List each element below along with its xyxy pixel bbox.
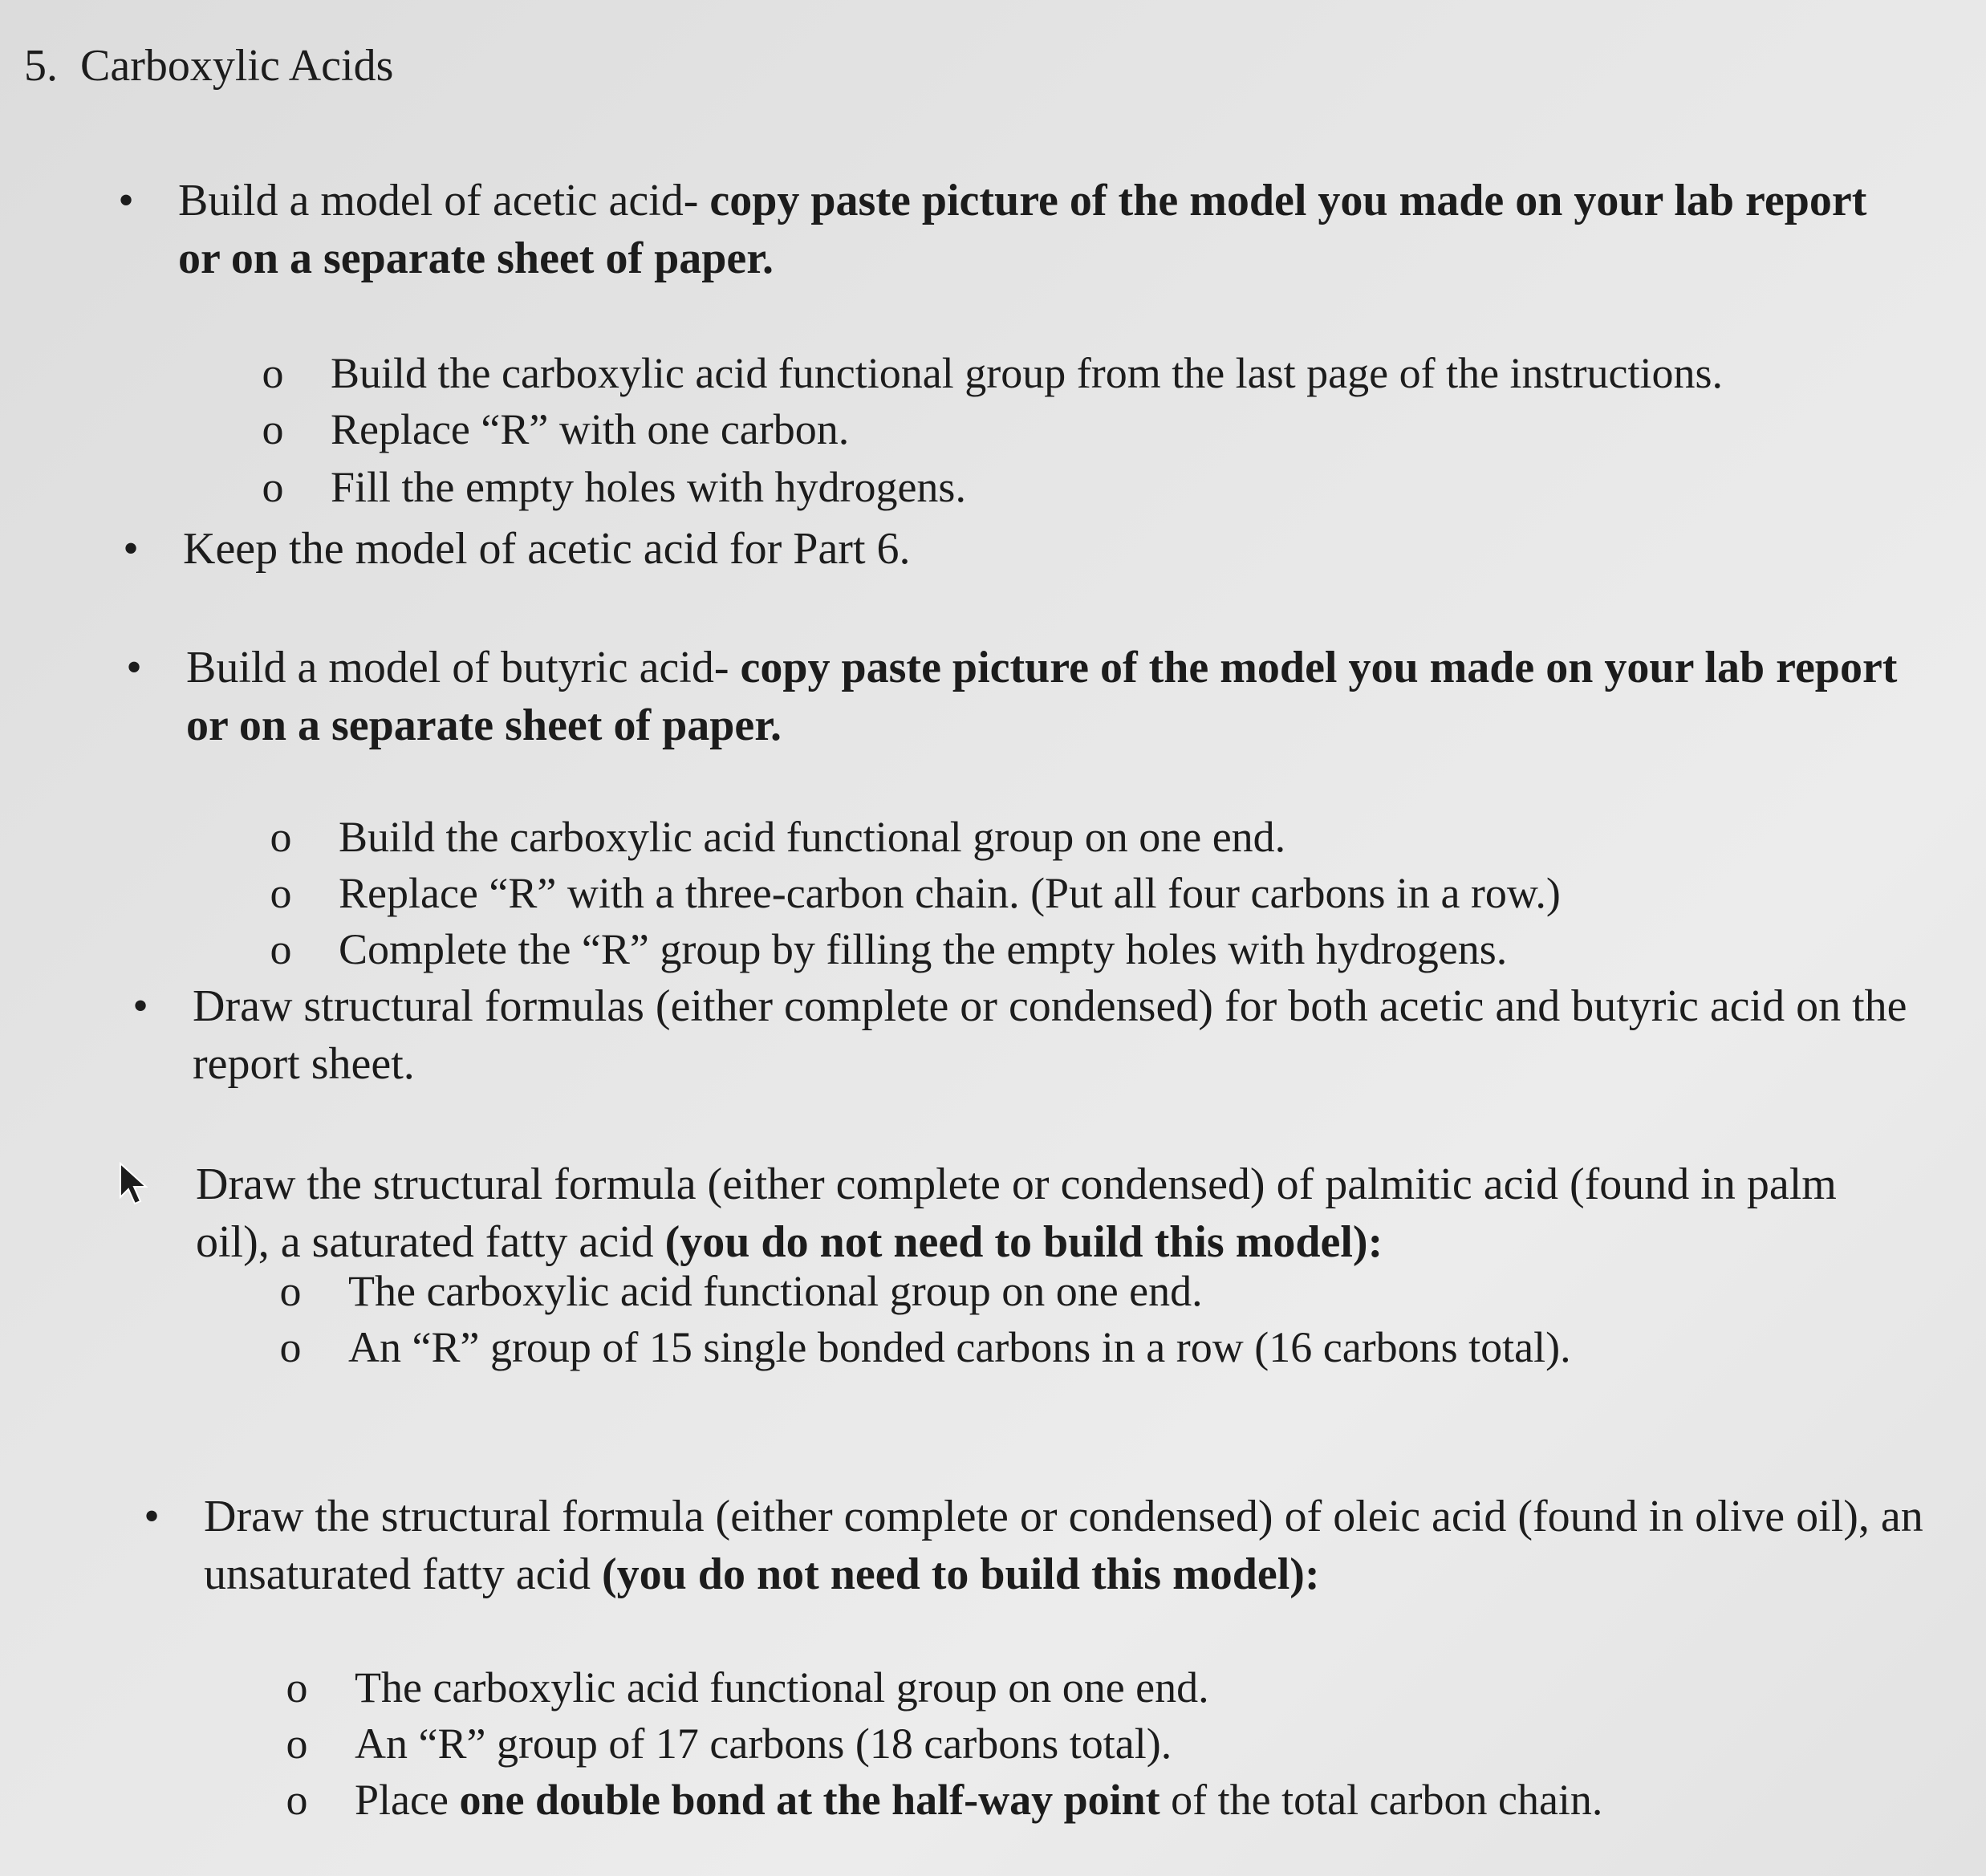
sub-item-acetic-2	[262, 401, 1968, 457]
bullet-draw-palmitic	[196, 1155, 1897, 1271]
sub-marker: o	[279, 1267, 302, 1315]
bullet-keep-acetic	[123, 520, 1916, 578]
bullet-text: Draw the structural formula (either complete or condensed) of palmitic acid (found in palm oil), a saturated fatty acid	[196, 1159, 1837, 1267]
sub-item-palmitic-1	[279, 1263, 1905, 1319]
sub-text-pre: Place	[355, 1776, 460, 1824]
sub-item-butyric-3	[270, 921, 1976, 977]
sub-item-oleic-2	[286, 1716, 1911, 1772]
bullet-text: Draw structural formulas (either complete or condensed) for both acetic and butyric acid on the report sheet.	[193, 981, 1907, 1089]
sub-item-oleic-1	[286, 1659, 1911, 1716]
sub-marker: o	[286, 1776, 308, 1824]
sub-item-acetic-3	[262, 459, 1968, 515]
bullet-bold-text: (you do not need to build this model):	[664, 1217, 1383, 1267]
sub-text: Complete the “R” group by filling the empty holes with hydrogens.	[339, 925, 1508, 973]
sub-text: Fill the empty holes with hydrogens.	[331, 463, 966, 511]
sub-text: Replace “R” with a three-carbon chain. (Put all four carbons in a row.)	[339, 869, 1561, 917]
sub-marker: o	[262, 463, 284, 511]
sub-marker: o	[286, 1663, 308, 1712]
sub-marker: o	[279, 1323, 302, 1371]
section-heading	[24, 40, 393, 91]
sub-item-butyric-1	[270, 809, 1976, 865]
bullet-bold-text: copy paste picture of the model you made on your lab report or on a separate sheet of paper.	[186, 643, 1898, 750]
bullet-marker: •	[118, 176, 134, 225]
sub-item-oleic-3	[286, 1772, 1911, 1828]
bullet-marker: •	[132, 981, 148, 1031]
bullet-build-acetic	[118, 172, 1911, 287]
bullet-marker: •	[144, 1492, 160, 1541]
sub-text: Replace “R” with one carbon.	[331, 405, 850, 453]
bullet-build-butyric	[126, 639, 1935, 754]
sub-item-acetic-1	[262, 345, 1968, 401]
sub-text: An “R” group of 17 carbons (18 carbons total).	[355, 1720, 1172, 1768]
bullet-text: Keep the model of acetic acid for Part 6.	[183, 524, 911, 574]
sub-text-post: of the total carbon chain.	[1160, 1776, 1603, 1824]
sub-item-palmitic-2	[279, 1319, 1905, 1375]
bullet-marker: •	[123, 524, 139, 574]
bullet-text: Build a model of acetic acid-	[178, 176, 710, 225]
sub-text: Build the carboxylic acid functional group from the last page of the instructions.	[331, 349, 1724, 397]
sub-text: The carboxylic acid functional group on one end.	[348, 1267, 1203, 1315]
bullet-draw-oleic	[144, 1488, 1929, 1603]
bullet-marker: •	[126, 643, 142, 692]
sub-marker: o	[270, 925, 292, 973]
sub-marker: o	[262, 405, 284, 453]
bullet-text: Build a model of butyric acid-	[186, 643, 741, 692]
bullet-text: Draw the structural formula (either complete or condensed) of oleic acid (found in olive oil), an unsaturated fatty acid	[204, 1492, 1923, 1599]
sub-marker: o	[262, 349, 284, 397]
sub-item-butyric-2	[270, 865, 1976, 921]
bullet-draw-acetic-butyric	[132, 977, 1950, 1093]
sub-marker: o	[286, 1720, 308, 1768]
section-title: Carboxylic Acids	[80, 41, 394, 91]
sub-text: The carboxylic acid functional group on one end.	[355, 1663, 1209, 1712]
mouse-cursor-icon	[116, 1162, 156, 1210]
sub-marker: o	[270, 869, 292, 917]
sub-text: Build the carboxylic acid functional group on one end.	[339, 813, 1286, 861]
sub-bold-text: one double bond at the half-way point	[459, 1776, 1160, 1824]
section-number: 5.	[24, 41, 58, 91]
sub-text: An “R” group of 15 single bonded carbons in a row (16 carbons total).	[348, 1323, 1571, 1371]
bullet-bold-text: copy paste picture of the model you made on your lab report or on a separate sheet of paper.	[178, 176, 1867, 283]
sub-marker: o	[270, 813, 292, 861]
bullet-bold-text: (you do not need to build this model):	[602, 1549, 1320, 1599]
